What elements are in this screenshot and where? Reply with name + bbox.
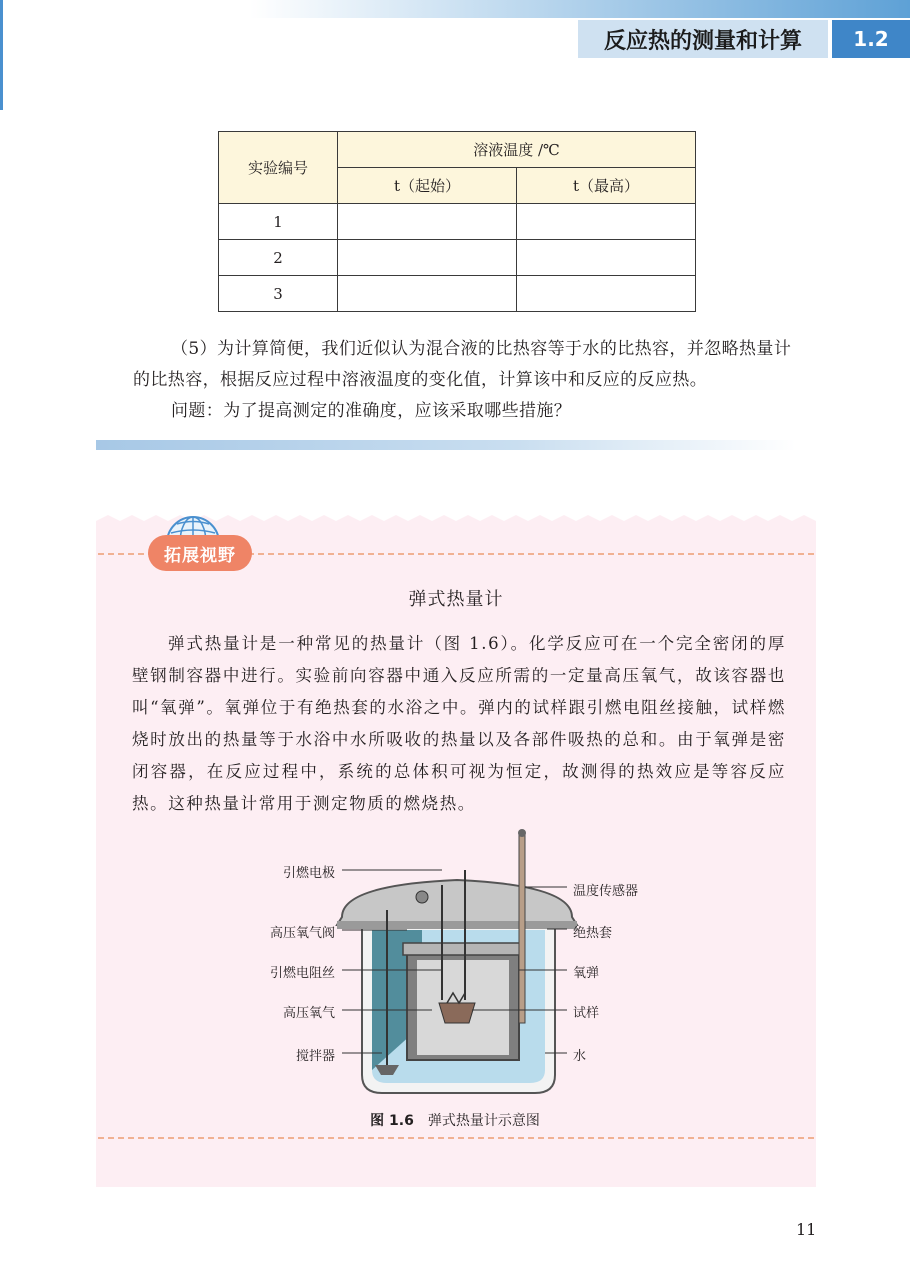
section-number: 1.2	[832, 20, 910, 58]
header-gradient-bar	[250, 0, 910, 18]
label-oxygen-bomb: 氧弹	[573, 966, 600, 981]
dashed-divider-bottom	[98, 1137, 814, 1139]
row-id: 2	[219, 240, 338, 276]
label-ignition-electrode: 引燃电极	[283, 866, 336, 881]
label-stirrer: 搅拌器	[296, 1049, 336, 1064]
label-insulation-jacket: 绝热套	[573, 926, 613, 941]
max-cell	[517, 276, 696, 312]
question-paragraph: 问题：为了提高测定的准确度，应该采取哪些措施？	[171, 401, 572, 421]
caption-number: 图 1.6	[370, 1113, 414, 1129]
start-cell	[338, 240, 517, 276]
table-row	[219, 240, 696, 276]
section-divider	[96, 440, 796, 450]
start-cell	[338, 204, 517, 240]
solution-temperature-header: 溶液温度 /℃	[338, 132, 696, 168]
section-title: 反应热的测量和计算	[578, 20, 828, 58]
max-temperature-header: t（最高）	[517, 168, 696, 204]
extended-text: 弹式热量计是一种常见的热量计（图 1.6）。化学反应可在一个完全密闭的厚壁钢制容器中进行。实验前向容器中通入反应所需的一定量高压氧气，故该容器也叫“氧弹”。氧弹位于有绝热套的水浴之中。弹内的试样跟引燃电阻丝接触，试样燃烧时放出的热量等于水浴中水所吸收的热量以及各部件吸热的总和。由于氧弹是密闭容器，在反应过程中，系统的总体积可视为恒定，故测得的热效应是等容反应热。这种热量计常用于测定物质的燃烧热。	[132, 634, 786, 813]
start-cell	[338, 276, 517, 312]
label-oxygen: 高压氧气	[283, 1006, 336, 1021]
figure-caption	[0, 1110, 910, 1130]
extended-badge: 拓展视野	[148, 535, 252, 571]
left-margin-rule	[0, 0, 3, 110]
max-cell	[517, 204, 696, 240]
max-cell	[517, 240, 696, 276]
row-id: 3	[219, 276, 338, 312]
start-temperature-header: t（起始）	[338, 168, 517, 204]
label-water: 水	[573, 1049, 587, 1064]
page-number: 11	[796, 1220, 817, 1239]
label-sample: 试样	[573, 1006, 600, 1021]
label-oxygen-valve: 高压氧气阀	[270, 926, 336, 941]
extended-title: 弹式热量计	[408, 589, 504, 610]
label-temperature-sensor: 温度传感器	[573, 884, 639, 899]
experiment-number-header: 实验编号	[219, 132, 338, 204]
caption-text: 弹式热量计示意图	[427, 1113, 540, 1129]
experiment-table	[218, 131, 696, 312]
table-row	[219, 204, 696, 240]
label-ignition-wire: 引燃电阻丝	[270, 966, 336, 981]
row-id: 1	[219, 204, 338, 240]
table-row	[219, 276, 696, 312]
step5-paragraph: （5）为计算简便，我们近似认为混合液的比热容等于水的比热容，并忽略热量计的比热容，根据反应过程中溶液温度的变化值，计算该中和反应的反应热。	[133, 339, 792, 390]
